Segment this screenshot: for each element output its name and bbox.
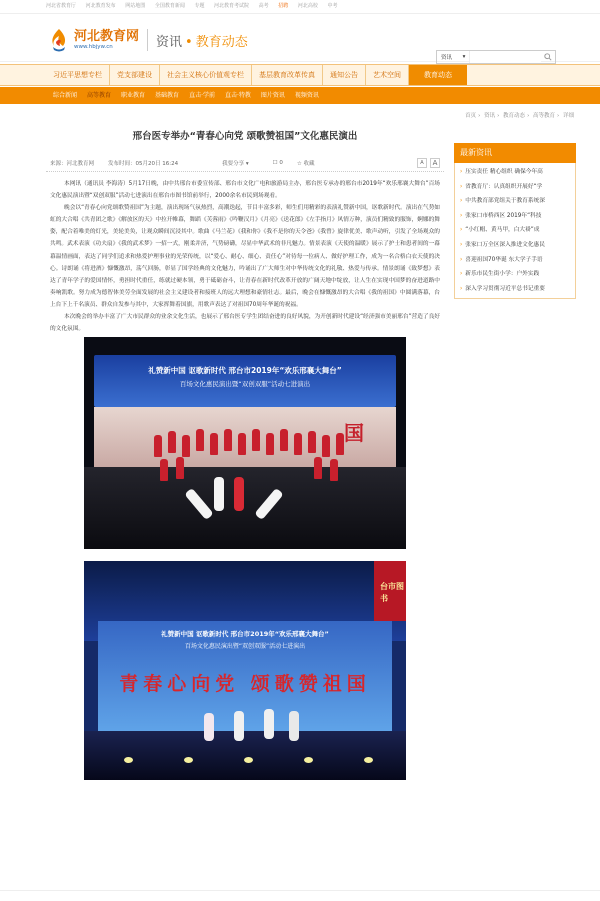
subnav-item-photo[interactable]: 图片资讯 — [260, 92, 285, 99]
nav-item-reform[interactable]: 基层教育改革传真 — [252, 65, 323, 85]
section-dot: • — [185, 34, 193, 50]
photo2-stage-floor — [84, 731, 406, 780]
top-link[interactable]: 河北教育发布 — [85, 3, 116, 9]
subnav-item-basic[interactable]: 基础教育 — [155, 92, 180, 99]
page-bottom-divider — [0, 890, 600, 891]
sidebar-list — [454, 163, 576, 299]
photo1-banner-line2: 百场文化惠民演出暨“双创双服”活动七进演出 — [179, 380, 311, 389]
search-category-select[interactable] — [437, 51, 470, 63]
sidebar-news-link[interactable]: › 深入学习贯彻习近平总书记重要 — [455, 282, 575, 297]
sidebar-news-link[interactable]: › 张家口市桥西区 2019年“科技 — [455, 209, 575, 224]
comment-icon: ☐ — [272, 159, 278, 166]
section-name: 资讯 — [156, 34, 183, 50]
chevron-down-icon: ▾ — [245, 160, 249, 167]
photo2-dancer — [204, 713, 214, 741]
favorite-button[interactable] — [297, 159, 315, 167]
site-header — [0, 14, 600, 62]
photo2-screen-line2: 百场文化惠民演出暨“双创双服”活动七进演出 — [184, 643, 306, 651]
section-sub: 教育动态 — [195, 34, 248, 50]
article-meta — [46, 154, 444, 172]
subnav-item-video[interactable]: 视频资讯 — [294, 92, 319, 99]
nav-item-party-branch[interactable]: 党支部建设 — [110, 65, 160, 85]
photo2-dancer — [234, 711, 244, 741]
article-title: 邢台医专举办“青春心向党 颂歌赞祖国”文化惠民演出 — [132, 131, 358, 142]
subnav-item-special[interactable]: 直击·特教 — [224, 92, 251, 99]
sidebar-news-link[interactable]: › 喜迎祖国70华诞 东大学子手语 — [455, 253, 575, 268]
article-body — [46, 178, 444, 335]
top-link[interactable]: 网站地图 — [125, 3, 146, 9]
search-box — [436, 50, 556, 64]
font-size-controls — [417, 158, 440, 168]
photo1-backdrop-text: 国 — [344, 421, 370, 446]
article-main — [46, 124, 444, 780]
top-link[interactable]: 河北高校 — [297, 3, 318, 9]
font-increase-button[interactable]: A — [430, 158, 440, 168]
share-label: 我要分享 — [222, 160, 245, 167]
photo2-screen — [98, 621, 392, 731]
top-link[interactable]: 高考 — [258, 3, 269, 9]
search-button[interactable] — [541, 51, 555, 63]
font-decrease-button[interactable]: A — [417, 158, 427, 168]
nav-item-edu-news[interactable]: 教育动态 — [409, 65, 467, 85]
photo1-choir — [154, 425, 354, 495]
favorite-label: 收藏 — [303, 160, 315, 167]
event-photo-2 — [84, 561, 406, 780]
flame-logo-icon — [48, 28, 70, 52]
article-date: 发布时间：05月20日 16:24 — [108, 160, 179, 167]
article-paragraph: 本次晚会的举办丰富了广大市民群众的业余文化生活，也展示了邢台医专学生团结奋进的良好风貌，为开创新时代建设“经济强市美丽邢台”营造了良好的文化氛围。 — [50, 314, 440, 333]
site-logo[interactable] — [48, 28, 248, 52]
sidebar-news-link[interactable]: › “小红帽、黄马甲，白大褂”成 — [455, 223, 575, 238]
logo-name: 河北教育网 — [74, 28, 140, 44]
search-input[interactable] — [470, 51, 541, 63]
sidebar-title: 最新资讯 — [454, 143, 576, 163]
secondary-nav — [0, 87, 600, 104]
top-link[interactable]: 专题 — [194, 3, 205, 9]
sidebar-news-link[interactable]: › 压实责任 精心组织 确保今年高 — [455, 165, 575, 180]
top-utility-bar — [0, 0, 600, 14]
photo1-banner-line1: 礼赞新中国 讴歌新时代 邢台市2019年“欢乐邢襄大舞台” — [148, 366, 342, 376]
nav-item-xi-thought[interactable]: 习近平思想专栏 — [46, 65, 110, 85]
subnav-item-higher-edu[interactable]: 高等教育 — [87, 92, 112, 99]
top-link[interactable]: 全国教育新闻 — [154, 3, 185, 9]
logo-url: www.hbjyw.cn — [74, 43, 113, 50]
event-photo-1 — [84, 337, 406, 549]
nav-item-notices[interactable]: 通知公告 — [323, 65, 366, 85]
breadcrumb-current: 详细 — [562, 113, 574, 119]
breadcrumb — [463, 111, 574, 119]
breadcrumb-sep: › — [478, 113, 481, 119]
photo1-banner — [94, 355, 396, 407]
search-icon — [544, 53, 552, 61]
nav-item-core-values[interactable]: 社会主义核心价值观专栏 — [160, 65, 252, 85]
share-button[interactable] — [222, 159, 249, 167]
article-paragraph: 晚会以“青春心向党颂歌赞祖国”为主题，演出现场气氛热烈，高潮迭起，节目丰富多彩，师生们用精彩的表演礼赞新中国，讴歌新时代。演出在气势如虹的大合唱《共青团之歌》《解放区的天》中拉开帷幕，舞蹈《芙蓉雨》《吟鞭汉月》《月亮》《送花郎》《左手指月》风情万种，演员们精致的服饰，婀娜的舞姿，配合着唯美的灯光，美轮美奂，让观众瞬间沉浸其中。歌曲《马兰花》《我和你》《我不是你的天令爸》《我曾》旋律优美、歌声动听，引发了全场观众的共鸣。武术表演《功夫扇》《我的武术梦》一招一式，刚柔并济，气势磅礴，尽显中华武术的非凡魅力。情景表演《天使的温暖》展示了护士和患者间的一幕幕温情画面，表达了同学们追求和热爱护理事业的光荣传统，以“爱心、耐心、细心、责任心”对待每一位病人、做好护理工作，成为一名合格白衣天使的决心。诗朗诵《将进酒》慷慨激昂，荡气回肠，彰显了国学经典的文化魅力，吟诵出了广大师生对中华传统文化的礼敬、热爱与传承。情景朗诵《致梦想》表达了青年学子的爱国情怀，勇担时代重任，练就过硬本领，勇于砥砺奋斗，让青春在新时代改革开放的广阔天地中绽放，让人生在实现中国梦的奋进道路中奏响凯歌。努力成为德智体美劳全面发展的社会主义建设者和接班人的远大理想和豪情壮志。最后，晚会在慷慨激昂的大合唱《我的祖国》中圆满落幕，台上台下上千名演员、群众自发参与其中，大家挥舞着国旗，用歌声表达了对祖国70周年华诞的祝福。 — [50, 205, 440, 308]
comment-count-value: 0 — [279, 159, 283, 166]
sidebar-news-link[interactable]: › 新乐市民生街小学：户外实践 — [455, 267, 575, 282]
top-link[interactable]: 中考 — [327, 3, 338, 9]
chevron-down-icon: ▾ — [462, 54, 466, 60]
article-source: 来源：河北教育网 — [50, 160, 95, 167]
header-divider — [147, 29, 148, 51]
photo1-dancer — [234, 477, 244, 511]
subnav-item-vocational[interactable]: 职业教育 — [121, 92, 146, 99]
sidebar-news-link[interactable]: › 中共教育部党组关于教育系统深 — [455, 194, 575, 209]
photo2-slogan: 青春心向党 颂歌赞祖国 — [119, 673, 371, 696]
breadcrumb-item[interactable]: 高等教育 — [533, 113, 556, 119]
top-link-highlight[interactable]: 招聘 — [278, 3, 289, 9]
primary-nav — [0, 64, 600, 86]
photo2-dancer — [289, 711, 299, 741]
section-title — [156, 31, 248, 50]
top-link[interactable]: 河北省教育厅 — [46, 3, 77, 9]
breadcrumb-item[interactable]: 资讯 — [484, 113, 496, 119]
search-category-value: 资讯 — [441, 55, 453, 61]
latest-news-sidebar — [454, 143, 576, 299]
breadcrumb-sep: › — [557, 113, 560, 119]
nav-item-art[interactable]: 艺术空间 — [366, 65, 409, 85]
top-link[interactable]: 河北教育考试院 — [214, 3, 250, 9]
comment-count[interactable] — [273, 160, 283, 166]
article-paragraph: 本网讯（通讯员 李海涛）5月17日晚，由中共邢台市委宣传部、邢台市文化广电和旅游局主办，邢台医专承办的邢台市2019年“欢乐邢襄大舞台”百场文化惠民演出暨“双创双服”活动七进演出在邢台市图书馆前举行，2000余名市民到场观看。 — [50, 181, 440, 200]
photo2-dancer — [264, 709, 274, 739]
subnav-item-general[interactable]: 综合新闻 — [53, 92, 78, 99]
breadcrumb-sep: › — [527, 113, 530, 119]
sidebar-news-link[interactable]: › 张家口万全区深入推进文化惠民 — [455, 238, 575, 253]
breadcrumb-home[interactable]: 首页 — [465, 113, 477, 119]
breadcrumb-sep: › — [497, 113, 500, 119]
sidebar-news-link[interactable]: › 省教育厅：认真组织开展好“学 — [455, 180, 575, 195]
photo1-dancer — [214, 477, 224, 511]
photo2-library-sign: 台市图书 — [374, 561, 406, 621]
breadcrumb-item[interactable]: 教育动态 — [503, 113, 526, 119]
favorite-icon: ☆ — [296, 160, 302, 167]
photo2-screen-line1: 礼赞新中国 讴歌新时代 邢台市2019年“欢乐邢襄大舞台” — [161, 630, 329, 639]
subnav-item-preschool[interactable]: 直击·学前 — [189, 92, 215, 99]
